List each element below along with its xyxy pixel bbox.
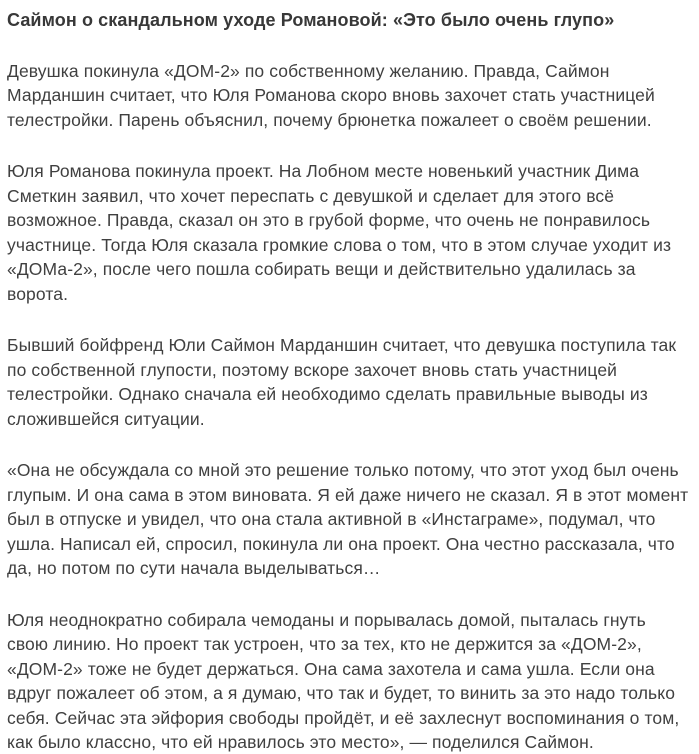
article-paragraph-lead: Девушка покинула «ДОМ-2» по собственному желанию. Правда, Саймон Марданшин считает, что Юля Романова скоро вновь захочет стать участницей телестройки. Парень объяснил, почему брюнетка пожалеет о своём решении. [7,60,655,130]
article-title: Саймон о скандальном уходе Романовой: «Это было очень глупо» [7,10,615,30]
article-paragraph: Юля Романова покинула проект. На Лобном месте новенький участник Дима Сметкин заявил, что хочет переспать с девушкой и сделает для этого всё возможное. Правда, сказал он это в грубой форме, что очень не понравилось участнице. Тогда Юля сказала громкие слова о том, что в этом случае уходит из «ДОМа-2», после чего пошла собирать вещи и действительно удалилась за ворота. [7,161,672,304]
article-paragraph-quote: «Она не обсуждала со мной это решение только потому, что этот уход был очень глупым. И она сама в этом виновата. Я ей даже ничего не сказал. Я в этот момент был в отпуске и увидел, что она стала активной в «Инстаграме», подумал, что ушла. Написал ей, спросил, покинула ли она проект. Она честно рассказала, что да, но потом по сути начала выделываться… [7,460,689,578]
article-paragraph: Бывший бойфренд Юли Саймон Марданшин считает, что девушка поступила так по собственной глупости, поэтому вскоре захочет вновь стать участницей телестройки. Однако сначала ей необходимо сделать правильные выводы из сложившейся ситуации. [7,335,677,429]
article-paragraph-quote: Юля неоднократно собирала чемоданы и порывалась домой, пыталась гнуть свою линию. Но проект так устроен, что за тех, кто не держится за «ДОМ-2», «ДОМ-2» тоже не будет держаться. Она сама захотела и сама ушла. Если она вдруг пожалеет об этом, а я думаю, что так и будет, то винить за это надо только себя. Сейчас эта эйфория свободы пройдёт, и её захлеснут воспоминания о том, как было классно, что ей нравилось это место», — поделился Саймон. [7,609,680,752]
